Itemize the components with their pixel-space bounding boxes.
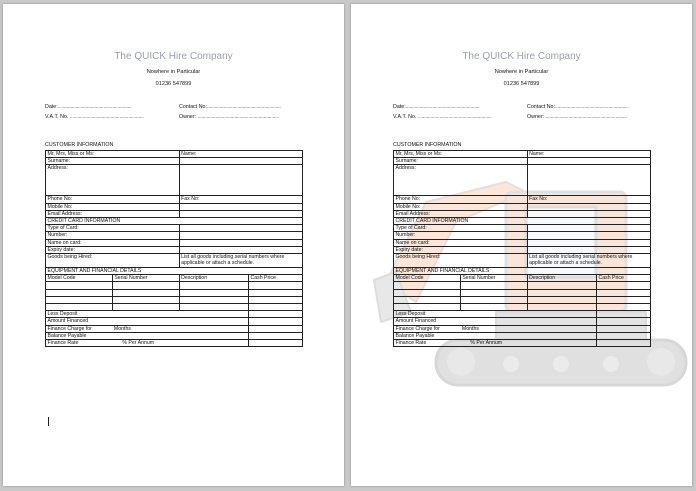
col-model: Model Code [46,275,113,282]
goods-note-cell: List all goods including serial numbers where applicable or attach a schedule. [527,254,650,268]
table-cell[interactable] [460,289,527,296]
title-cell[interactable]: Mr, Mrs, Miss or Ms: [394,151,528,158]
name-cell[interactable]: Name: [179,151,302,158]
company-title: The QUICK Hire Company [114,51,233,62]
card-type-value-cell[interactable] [527,225,650,232]
expiry-cell[interactable]: Expiry date: [46,246,180,253]
table-cell[interactable] [394,296,461,303]
text-cursor [48,417,49,426]
date-line[interactable] [393,104,479,110]
table-cell[interactable] [46,304,113,311]
email-cell[interactable]: Email Address: [46,210,180,217]
less-deposit-value[interactable] [597,311,651,318]
contact-label: Contact No: [527,104,555,110]
table-cell[interactable] [460,304,527,311]
vat-line[interactable] [393,114,492,120]
owner-dots: ................................................................ [545,114,627,120]
col-serial: Serial Number [112,275,179,282]
finance-charge-label: Finance Charge for [395,325,440,332]
company-phone: 01236 547899 [503,81,540,87]
date-dots: .......................................................... [405,104,480,110]
date-dots: .......................................................... [57,104,132,110]
table-cell[interactable] [597,296,651,303]
amount-financed-cell[interactable]: Amount Financed [394,318,597,325]
contact-line[interactable] [179,104,281,110]
finance-charge-value[interactable] [249,325,303,332]
amount-financed-value[interactable] [249,318,303,325]
equipment-header: EQUIPMENT AND FINANCIAL DETAILS [46,268,303,275]
less-deposit-value[interactable] [249,311,303,318]
credit-card-header: CREDIT CARD INFORMATION [394,218,651,225]
contact-dots: .......................................................... [206,104,281,110]
mobile-value-cell[interactable] [179,203,302,210]
table-cell[interactable] [394,304,461,311]
card-type-cell[interactable]: Type of Card: [394,225,528,232]
name-cell[interactable]: Name: [527,151,650,158]
less-deposit-cell[interactable]: Less Deposit [46,311,249,318]
vat-label: V.A.T. No. [45,114,69,120]
email-value-cell[interactable] [527,210,650,217]
card-name-cell[interactable]: Name on card: [46,239,180,246]
finance-rate-cell[interactable] [46,340,249,347]
owner-dots: ................................................................ [197,114,279,120]
vat-line[interactable] [45,114,144,120]
table-cell[interactable] [179,289,248,296]
company-title: The QUICK Hire Company [462,51,581,62]
surname-cell[interactable]: Surname: [46,158,180,165]
table-cell[interactable] [394,282,461,289]
surname-value-cell[interactable] [527,158,650,165]
equipment-header: EQUIPMENT AND FINANCIAL DETAILS [394,268,651,275]
vat-dots: .......................................................... [69,114,144,120]
expiry-value-cell[interactable] [527,246,650,253]
mobile-cell[interactable]: Mobile No: [394,203,528,210]
col-description: Description [527,275,596,282]
table-cell[interactable] [460,282,527,289]
card-number-value-cell[interactable] [527,232,650,239]
address-value-cell[interactable] [179,165,302,196]
goods-cell[interactable]: Goods being Hired: [46,254,180,268]
date-label: Date: [393,104,406,110]
table-cell[interactable] [527,289,596,296]
company-phone: 01236 547899 [155,81,192,87]
balance-payable-value[interactable] [597,332,651,339]
amount-financed-cell[interactable]: Amount Financed [46,318,249,325]
table-cell[interactable] [249,289,303,296]
expiry-cell[interactable]: Expiry date: [394,246,528,253]
finance-rate-value[interactable] [249,340,303,347]
card-number-value-cell[interactable] [179,232,302,239]
customer-info-title: CUSTOMER INFORMATION [393,142,462,148]
surname-cell[interactable]: Surname: [394,158,528,165]
per-annum-label: % Per Annum [470,340,503,346]
finance-rate-label: Finance Rate [395,340,427,346]
card-type-cell[interactable]: Type of Card: [46,225,180,232]
amount-financed-value[interactable] [597,318,651,325]
col-description: Description [179,275,248,282]
hire-form-table [45,150,303,347]
company-address: Nowhere in Particular [494,69,549,75]
finance-charge-value[interactable] [597,325,651,332]
col-serial: Serial Number [460,275,527,282]
owner-line[interactable] [179,114,279,120]
card-name-value-cell[interactable] [527,239,650,246]
contact-dots: .......................................................... [554,104,629,110]
hire-form-table [393,150,651,347]
table-cell[interactable] [249,304,303,311]
date-line[interactable] [45,104,131,110]
col-price: Cash Price [249,275,303,282]
vat-label: V.A.T. No. [393,114,417,120]
table-cell[interactable] [112,282,179,289]
table-cell[interactable] [179,304,248,311]
mobile-value-cell[interactable] [527,203,650,210]
company-address: Nowhere in Particular [146,69,201,75]
finance-charge-cell[interactable] [394,325,597,332]
table-cell[interactable] [249,282,303,289]
expiry-value-cell[interactable] [179,246,302,253]
finance-charge-cell[interactable] [46,325,249,332]
credit-card-header: CREDIT CARD INFORMATION [46,218,303,225]
table-cell[interactable] [527,282,596,289]
finance-rate-label: Finance Rate [47,340,79,346]
table-cell[interactable] [597,282,651,289]
less-deposit-cell[interactable]: Less Deposit [394,311,597,318]
table-cell[interactable] [112,296,179,303]
table-cell[interactable] [394,289,461,296]
per-annum-label: % Per Annum [122,340,155,346]
goods-cell[interactable]: Goods being Hired: [394,254,528,268]
table-cell[interactable] [597,304,651,311]
document-page-plain [3,4,344,486]
card-name-cell[interactable]: Name on card: [394,239,528,246]
card-name-value-cell[interactable] [179,239,302,246]
months-label: Months [461,325,479,332]
finance-rate-value[interactable] [597,340,651,347]
vat-dots: .......................................................... [417,114,492,120]
phone-cell[interactable]: Phone No: [394,196,528,203]
surname-value-cell[interactable] [179,158,302,165]
document-page-watermark [351,4,692,486]
date-label: Date: [45,104,58,110]
months-label: Months [113,325,131,332]
table-cell[interactable] [527,304,596,311]
table-cell[interactable] [46,289,113,296]
table-cell[interactable] [179,296,248,303]
table-cell[interactable] [597,289,651,296]
table-cell[interactable] [46,282,113,289]
table-cell[interactable] [527,296,596,303]
address-cell[interactable]: Address: [46,165,180,196]
table-cell[interactable] [460,296,527,303]
balance-payable-cell[interactable]: Balance Payable [46,332,249,339]
finance-rate-cell[interactable] [394,340,597,347]
email-value-cell[interactable] [179,210,302,217]
col-price: Cash Price [597,275,651,282]
balance-payable-cell[interactable]: Balance Payable [394,332,597,339]
address-cell[interactable]: Address: [394,165,528,196]
finance-charge-label: Finance Charge for [47,325,92,332]
card-type-value-cell[interactable] [179,225,302,232]
owner-label: Owner: [527,114,545,120]
contact-line[interactable] [527,104,629,110]
mobile-cell[interactable]: Mobile No: [46,203,180,210]
col-model: Model Code [394,275,461,282]
title-cell[interactable]: Mr, Mrs, Miss or Ms: [46,151,180,158]
email-cell[interactable]: Email Address: [394,210,528,217]
table-cell[interactable] [179,282,248,289]
contact-label: Contact No: [179,104,207,110]
goods-note-cell: List all goods including serial numbers where applicable or attach a schedule. [179,254,302,268]
table-cell[interactable] [112,304,179,311]
fax-cell[interactable]: Fax No: [179,196,302,203]
card-number-cell[interactable]: Number: [394,232,528,239]
card-number-cell[interactable]: Number: [46,232,180,239]
table-cell[interactable] [112,289,179,296]
phone-cell[interactable]: Phone No: [46,196,180,203]
address-value-cell[interactable] [527,165,650,196]
owner-line[interactable] [527,114,627,120]
table-cell[interactable] [46,296,113,303]
customer-info-title: CUSTOMER INFORMATION [45,142,114,148]
fax-cell[interactable]: Fax No: [527,196,650,203]
balance-payable-value[interactable] [249,332,303,339]
owner-label: Owner: [179,114,197,120]
table-cell[interactable] [249,296,303,303]
